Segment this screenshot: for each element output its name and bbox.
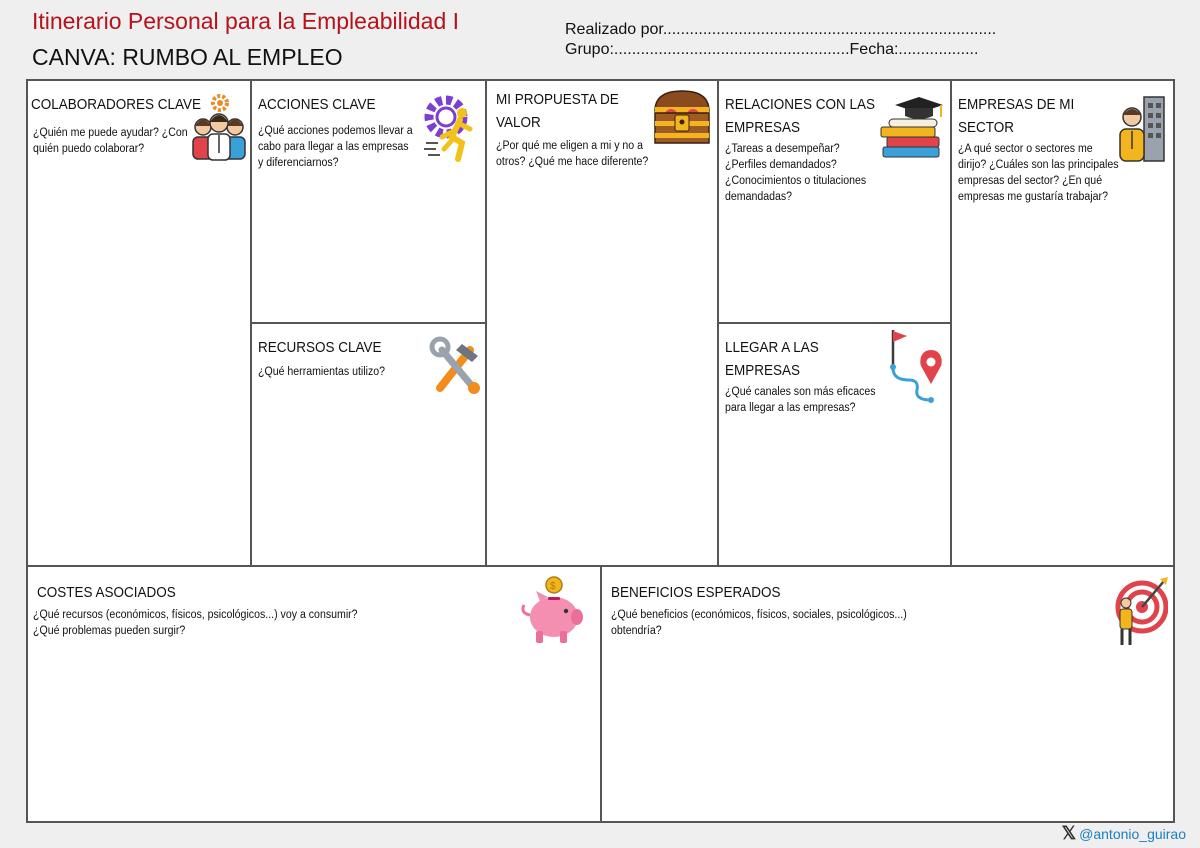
- cell-acciones[interactable]: [252, 81, 487, 324]
- group-date-field[interactable]: Grupo:.....................................................Fecha:..................: [565, 41, 979, 58]
- propuesta-title: [496, 88, 619, 134]
- costes-title: COSTES ASOCIADOS: [37, 584, 176, 601]
- colaboradores-title: COLABORADORES CLAVE: [31, 96, 202, 113]
- hammer-wrench-icon: [428, 336, 482, 396]
- cell-colaboradores[interactable]: [28, 81, 252, 567]
- businessman-building-icon: [1114, 93, 1170, 163]
- relaciones-title-line2: EMPRESAS: [725, 119, 801, 136]
- beneficios-question: [611, 607, 1016, 639]
- acciones-question: ¿Qué acciones podemos llevar a cabo para llegar a las empresas y diferenciarnos?: [258, 125, 413, 169]
- x-logo-icon: 𝕏: [1061, 823, 1077, 843]
- meta-block: [565, 20, 996, 60]
- llegar-title-line1: LLEGAR A LAS: [725, 339, 819, 356]
- propuesta-title-line2: VALOR: [496, 114, 541, 131]
- cell-relaciones[interactable]: [719, 81, 952, 324]
- made-by-field[interactable]: Realizado por...........................................................................: [565, 21, 997, 38]
- acciones-title: ACCIONES CLAVE: [258, 96, 376, 113]
- beneficios-question-line2: obtendría?: [611, 625, 662, 637]
- svg-text:$: $: [550, 581, 556, 592]
- beneficios-question-line1: ¿Qué beneficios (económicos, físicos, sociales, psicológicos...): [611, 609, 907, 621]
- empresas-title-line1: EMPRESAS DE MI: [958, 96, 1075, 113]
- cell-llegar[interactable]: [719, 324, 952, 567]
- costes-question: [33, 607, 438, 639]
- costes-question-line2: ¿Qué problemas pueden surgir?: [33, 625, 186, 637]
- cell-recursos[interactable]: [252, 324, 487, 567]
- author-handle[interactable]: [1062, 823, 1186, 844]
- empresas-title-line2: SECTOR: [958, 119, 1015, 136]
- colaboradores-question: ¿Quién me puede ayudar? ¿Con quién puedo colaborar?: [33, 127, 188, 155]
- document-subtitle: CANVA: RUMBO AL EMPLEO: [32, 44, 343, 70]
- treasure-chest-icon: [651, 87, 713, 147]
- target-person-icon: [1112, 573, 1168, 649]
- empresas-title: [958, 93, 1074, 139]
- relaciones-question: ¿Tareas a desempeñar? ¿Perfiles demandados? ¿Conocimientos o titulaciones demandadas?: [725, 143, 867, 203]
- beneficios-title: BENEFICIOS ESPERADOS: [611, 584, 781, 601]
- document-title: Itinerario Personal para la Empleabilidad I: [32, 8, 460, 34]
- runner-gear-icon: [422, 93, 482, 165]
- cell-empresas[interactable]: [952, 81, 1173, 567]
- costes-question-line1: ¿Qué recursos (económicos, físicos, psicológicos...) voy a consumir?: [33, 609, 358, 621]
- propuesta-title-line1: MI PROPUESTA DE: [496, 91, 619, 108]
- piggy-bank-icon: [518, 575, 586, 647]
- author-handle-text: @antonio_guirao: [1079, 825, 1186, 842]
- cell-propuesta[interactable]: [487, 81, 719, 567]
- llegar-title: [725, 336, 819, 382]
- cell-beneficios[interactable]: [602, 567, 1173, 821]
- graduation-books-icon: [879, 95, 947, 161]
- relaciones-title-line1: RELACIONES CON LAS: [725, 96, 876, 113]
- canvas-board: [26, 79, 1175, 823]
- propuesta-question: ¿Por qué me eligen a mi y no a otros? ¿Qué me hace diferente?: [496, 140, 649, 168]
- recursos-question: ¿Qué herramientas utilizo?: [258, 366, 386, 378]
- llegar-question: ¿Qué canales son más eficaces para llegar a las empresas?: [725, 386, 876, 414]
- route-pin-icon: [887, 328, 947, 406]
- empresas-question: ¿A qué sector o sectores me dirijo? ¿Cuáles son las principales empresas del sector? ¿En qué empresas me gustaría trabajar?: [958, 143, 1119, 203]
- recursos-title: RECURSOS CLAVE: [258, 339, 382, 356]
- team-gear-icon: [190, 93, 248, 163]
- llegar-title-line2: EMPRESAS: [725, 362, 801, 379]
- relaciones-title: [725, 93, 875, 139]
- cell-costes[interactable]: [28, 567, 602, 821]
